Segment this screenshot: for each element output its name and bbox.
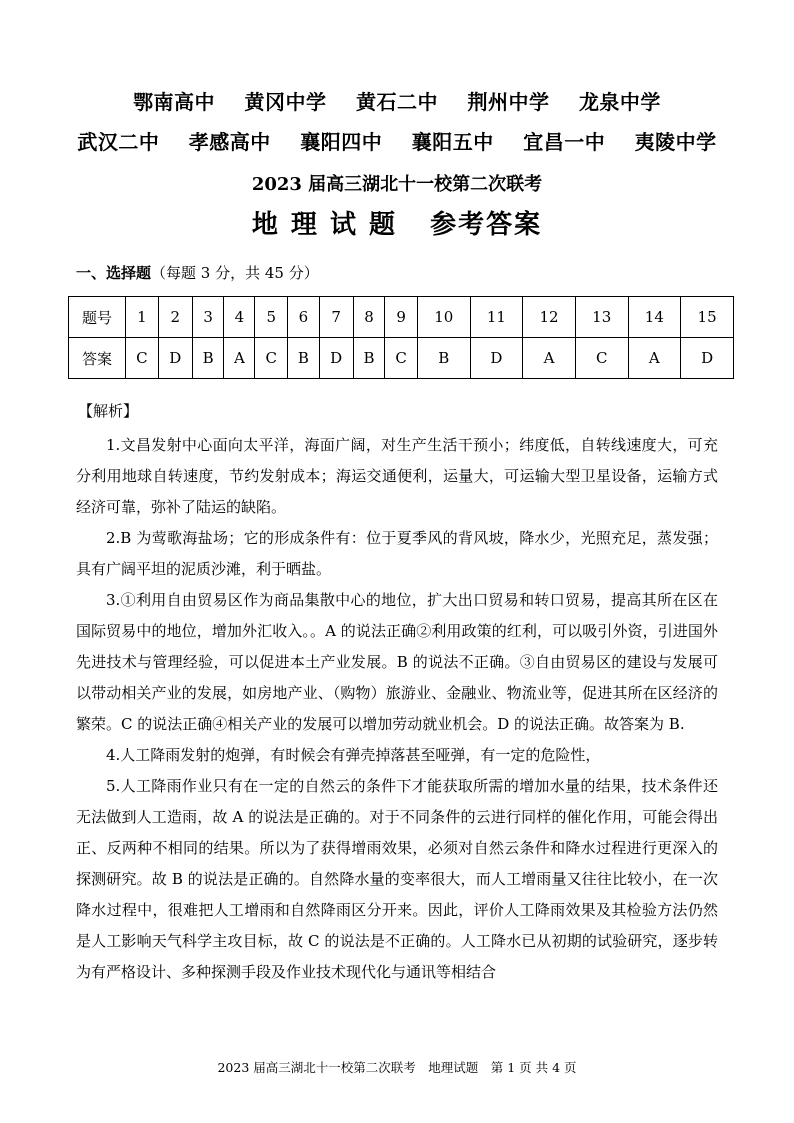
school-name: 夷陵中学 [634, 130, 717, 154]
school-name: 荆州中学 [467, 90, 550, 114]
answer-cell: A [523, 338, 576, 379]
answer-cell: D [319, 338, 353, 379]
school-list-line-1 [0, 86, 794, 115]
answer-cell: C [575, 338, 628, 379]
school-name: 襄阳五中 [411, 130, 494, 154]
analysis-paragraph: 2.B 为莺歌海盐场；它的形成条件有：位于夏季风的背风坡，降水少，光照充足，蒸发强；具有广阔平坦的泥质沙滩，利于晒盐。 [76, 529, 718, 578]
answer-cell: A [224, 338, 255, 379]
answer-cell: A [628, 338, 681, 379]
school-name: 黄石二中 [356, 90, 438, 114]
analysis-label: 【解析】 [78, 402, 139, 420]
row-label: 题号 [69, 297, 126, 338]
school-name: 武汉二中 [77, 130, 160, 154]
question-number: 14 [628, 297, 681, 338]
question-number: 9 [385, 297, 418, 338]
answer-cell: B [353, 338, 385, 379]
section-note: （每题 3 分，共 45 分） [151, 264, 319, 282]
row-label: 答案 [69, 338, 126, 379]
question-number: 4 [224, 297, 255, 338]
analysis-paragraph: 5.人工降雨作业只有在一定的自然云的条件下才能获取所需的增加水量的结果，技术条件还无法做到人工造雨，故 A 的说法是正确的。对于不同条件的云进行同样的催化作用，可能会得出正、反两种不相同的结果。所以为了获得增雨效果，必须对自然云条件和降水过程进行更深入的探测研究。故 B 的说法是正确的。自然降水量的变率很大，而人工增雨量又往往比较小，在一次降水过程中，很难把人工增雨和自然降雨区分开来。因此，评价人工降雨效果及其检验方法仍然是人工影响天气科学主攻目标，故 C 的说法是不正确的。人工降水已从初期的试验研究，逐步转为有严格设计、多种探测手段及作业技术现代化与通讯等相结合 [76, 777, 718, 981]
subject-title: 地 理 试 题 参考答案 [251, 210, 543, 240]
answer-cell: D [681, 338, 734, 379]
question-number: 13 [575, 297, 628, 338]
question-number: 6 [288, 297, 320, 338]
question-number-row [69, 297, 734, 338]
question-number: 15 [681, 297, 734, 338]
answer-cell: D [158, 338, 192, 379]
school-name: 鄂南高中 [133, 90, 216, 114]
answer-cell: B [288, 338, 320, 379]
question-number: 3 [192, 297, 224, 338]
question-number: 12 [523, 297, 576, 338]
question-number: 8 [353, 297, 385, 338]
school-name: 襄阳四中 [300, 130, 383, 154]
school-name: 龙泉中学 [578, 90, 661, 114]
school-name: 宜昌一中 [523, 130, 606, 154]
school-list-line-2 [0, 126, 794, 155]
question-number: 2 [158, 297, 192, 338]
answer-cell: C [385, 338, 418, 379]
section-heading-text: 一、选择题 [76, 264, 152, 282]
page-footer: 2023 届高三湖北十一校第二次联考 地理试题 第 1 页 共 4 页 [217, 1060, 577, 1075]
question-number: 10 [417, 297, 470, 338]
answer-cell: C [255, 338, 288, 379]
question-number: 11 [470, 297, 523, 338]
answer-table [68, 296, 734, 379]
school-name: 孝感高中 [188, 130, 271, 154]
question-number: 5 [255, 297, 288, 338]
section-heading [76, 262, 319, 283]
answer-cell: B [417, 338, 470, 379]
question-number: 7 [319, 297, 353, 338]
school-name: 黄冈中学 [244, 90, 327, 114]
analysis-paragraph: 4.人工降雨发射的炮弹，有时候会有弹壳掉落甚至哑弹，有一定的危险性， [106, 746, 601, 764]
question-number: 1 [126, 297, 159, 338]
analysis-body [76, 430, 718, 988]
answer-cell: B [192, 338, 224, 379]
analysis-paragraph: 3.①利用自由贸易区作为商品集散中心的地位，扩大出口贸易和转口贸易，提高其所在区在国际贸易中的地位，增加外汇收入。。A 的说法正确②利用政策的红利，可以吸引外资，引进国外先进技术与管理经验，可以促进本土产业发展。B 的说法不正确。③自由贸易区的建设与发展可以带动相关产业的发展，如房地产业、（购物）旅游业、金融业、物流业等，促进其所在区经济的繁荣。C 的说法正确④相关产业的发展可以增加劳动就业机会。D 的说法正确。故答案为 B. [76, 591, 718, 733]
answer-row [69, 338, 734, 379]
answer-cell: C [126, 338, 159, 379]
answer-cell: D [470, 338, 523, 379]
analysis-paragraph: 1.文昌发射中心面向太平洋，海面广阔，对生产生活干预小；纬度低，自转线速度大，可充分利用地球自转速度，节约发射成本；海运交通便利，运量大，可运输大型卫星设备，运输方式经济可靠，弥补了陆运的缺陷。 [76, 436, 718, 516]
exam-title: 2023 届高三湖北十一校第二次联考 [251, 174, 543, 195]
